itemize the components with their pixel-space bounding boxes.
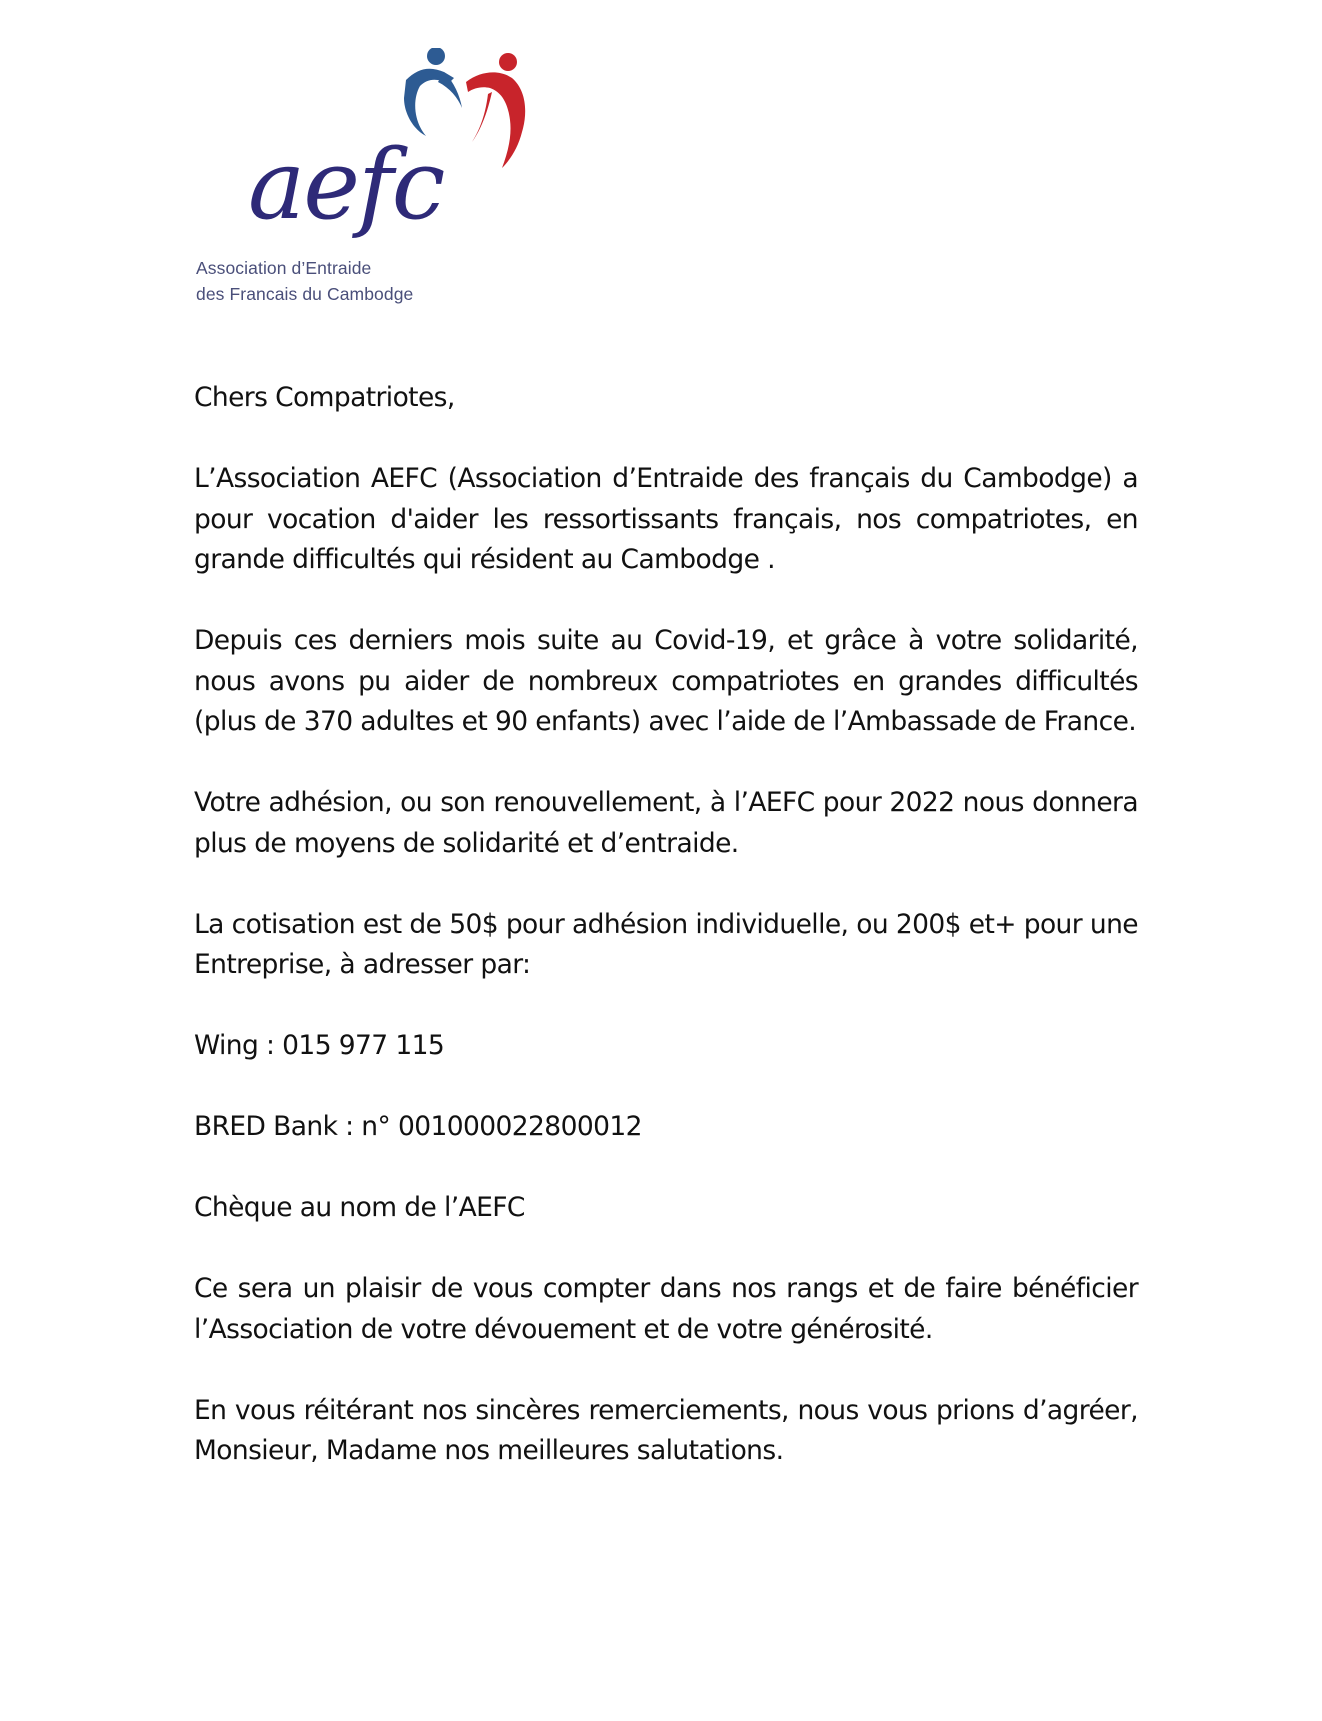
logo-subtitle-line2: des Francais du Cambodge — [196, 284, 414, 304]
cheque-payment: Chèque au nom de l’AEFC — [194, 1192, 525, 1223]
paragraph-vocation: L’Association AEFC (Association d’Entraide des français du Cambodge) a pour vocation d'aider les ressortissants français, nos compatriotes, en grande difficultés qui résident au Cambodge . — [194, 463, 1138, 575]
paragraph-salutations: En vous réitérant nos sincères remerciements, nous vous prions d’agréer, Monsieur, Madame nos meilleures salutations. — [194, 1394, 1138, 1466]
wing-payment: Wing : 015 977 115 — [194, 1030, 445, 1061]
logo-subtitle-line1: Association d’Entraide — [196, 258, 372, 278]
paragraph-covid: Depuis ces derniers mois suite au Covid-19, et grâce à votre solidarité, nous avons pu aider de nombreux compatriotes en grandes difficultés (plus de 370 adultes et 90 enfants) avec l’aide de l’Ambassade de France. — [194, 625, 1138, 737]
paragraph-plaisir: Ce sera un plaisir de vous compter dans nos rangs et de faire bénéficier l’Association de votre dévouement et de votre générosité. — [194, 1273, 1138, 1345]
aefc-logo — [192, 48, 532, 312]
paragraph-cotisation: La cotisation est de 50$ pour adhésion individuelle, ou 200$ et+ pour une Entreprise, à adresser par: — [194, 908, 1138, 980]
bred-bank-payment: BRED Bank : n° 001000022800012 — [194, 1111, 642, 1142]
letter-body — [194, 378, 1138, 1512]
greeting: Chers Compatriotes, — [194, 382, 455, 413]
logo-wordmark: aefc — [248, 129, 444, 241]
paragraph-adhesion: Votre adhésion, ou son renouvellement, à l’AEFC pour 2022 nous donnera plus de moyens de solidarité et d’entraide. — [194, 787, 1138, 859]
